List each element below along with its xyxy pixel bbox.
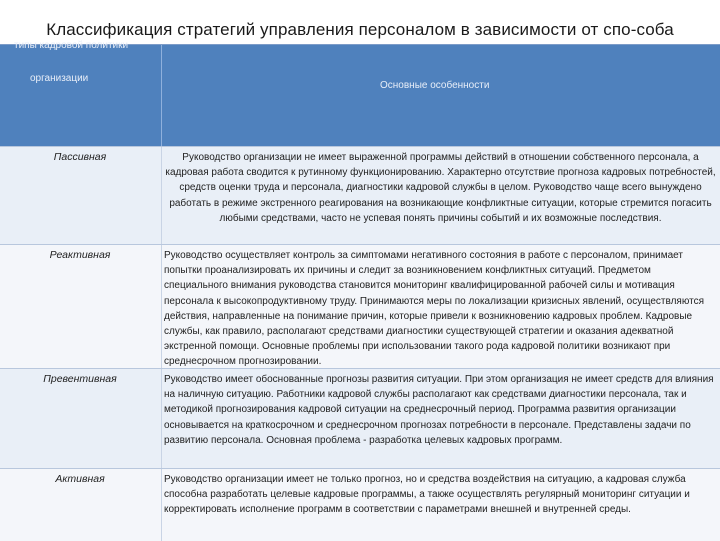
- header-type-cell: [0, 40, 162, 147]
- slide-title: Классификация стратегий управления персоналом в зависимости от спо-соба: [46, 20, 674, 39]
- classification-table: [0, 40, 720, 540]
- table-row-preventive: [0, 368, 720, 469]
- column-divider: [161, 369, 162, 469]
- row-description: Руководство организации не имеет выраженной программы действий в отношении собственного персонала, а кадровая работа сводится к рутинному функционированию. Характерно отсутствие прогноза кадровых потребностей, средств оценки труда и персонала, диагностики кадровой службы в целом. Руководство чаще всего вынуждено работать в режиме экстренного реагирования на возникающие конфликтные ситуации, которые стремится погасить любыми средствами, часто не успевая понять причины событий и их возможные последствия.: [165, 152, 716, 224]
- header-features-label: Основные особенности: [380, 80, 490, 91]
- row-type-label: Реактивная: [49, 249, 111, 261]
- row-description: Руководство осуществляет контроль за симптомами негативного состояния в работе с персоналом, принимает попытки проанализировать их причины и следит за возникновением конфликтных ситуаций. Предметом специального внимания руководства становится мониторинг квалифицированной рабочей силы и мотивация персонала к высокопродуктивному труду. Принимаются меры по локализации кризисных явлений, осуществляются действия, направленные на понимание причин, которые привели к возникновению кадровых проблем. Кадровые службы, как правило, располагают средствами диагностики существующей стратегии и оказания адекватной экстренной помощи. Основные проблемы при использовании такого рода кадровой политики возникают при среднесрочном прогнозировании.: [164, 250, 704, 368]
- row-description: Руководство организации имеет не только прогноз, но и средства воздействия на ситуацию, а кадровая служба способна разработать целевые кадровые программы, а также осуществлять регулярный мониторинг ситуации и корректировать исполнение программ в соответствии с параметрами внешней и внутренней среды.: [164, 474, 690, 516]
- row-type-label: Пассивная: [53, 151, 107, 163]
- row-type-label: Активная: [55, 473, 105, 485]
- column-divider: [161, 469, 162, 541]
- header-type-label-line2: организации: [30, 73, 89, 84]
- table-header: [0, 40, 720, 147]
- row-description: Руководство имеет обоснованные прогнозы развития ситуации. При этом организация не имеет средств для влияния на наличную ситуацию. Работники кадровой службы располагают как средствами диагностики персонала, так и методикой прогнозирования кадровой ситуации на среднесрочный период. Программа развития организации основывается на краткосрочном и среднесрочном прогнозах потребности в персонале. Представлены задачи по развитию персонала. Основная проблема - разработка целевых кадровых программ.: [164, 374, 714, 446]
- table-row-passive: [0, 146, 720, 245]
- column-divider: [161, 245, 162, 369]
- header-type-label-line1: типы кадровой политики: [14, 40, 129, 51]
- row-type-label: Превентивная: [43, 373, 117, 385]
- table-row-active: [0, 468, 720, 541]
- table-row-reactive: [0, 244, 720, 369]
- column-divider: [161, 147, 162, 245]
